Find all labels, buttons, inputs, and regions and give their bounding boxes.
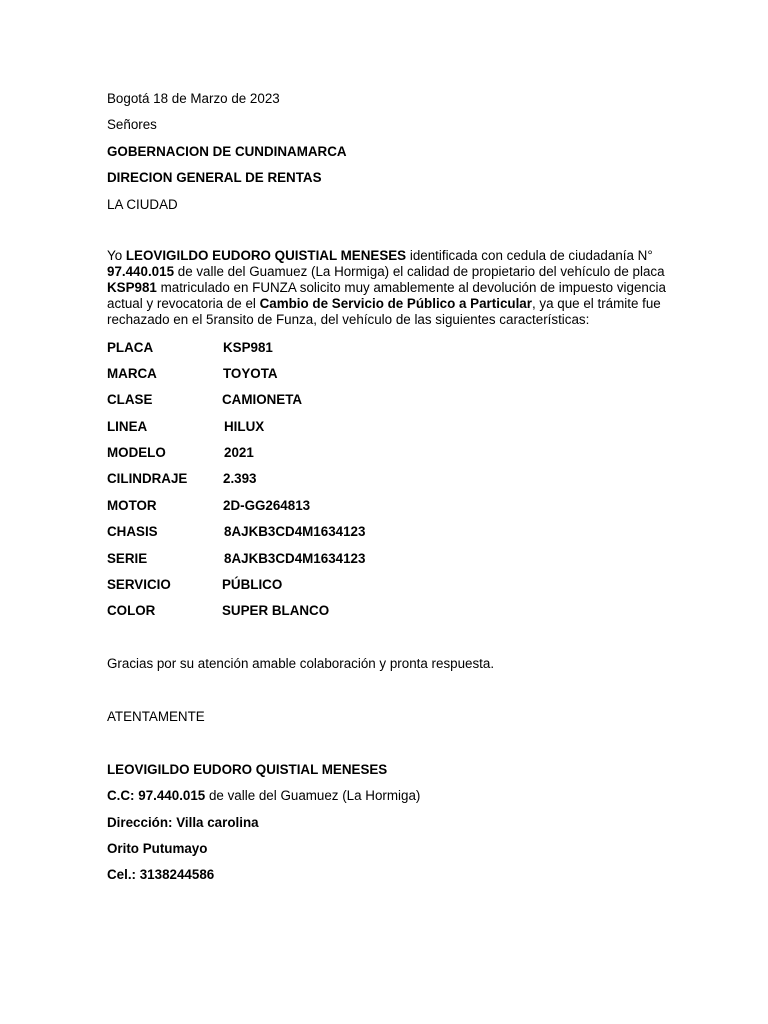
spec-value: 8AJKB3CD4M1634123: [224, 524, 366, 539]
spec-row-serie: [107, 551, 507, 569]
spec-row-servicio: [107, 577, 507, 595]
paragraph-text: identificada con cedula de ciudadanía N°: [406, 248, 653, 263]
spec-row-linea: [107, 419, 507, 437]
paragraph-text: de valle del Guamuez (La Hormiga) el calidad de propietario del vehículo de placa: [174, 264, 665, 279]
paragraph-text: Yo: [107, 248, 126, 263]
signature-id-line: [107, 788, 420, 804]
paragraph-line-4: [107, 296, 661, 312]
spec-label: CLASE: [107, 392, 153, 407]
spec-label: MARCA: [107, 366, 157, 381]
spec-row-color: [107, 603, 507, 621]
paragraph-text: , ya que el trámite fue: [531, 296, 661, 311]
signature-id-place: de valle del Guamuez (La Hormiga): [205, 788, 421, 803]
date-line: Bogotá 18 de Marzo de 2023: [107, 91, 280, 106]
spec-row-modelo: [107, 445, 507, 463]
spec-label: LINEA: [107, 419, 148, 434]
spec-label: MOTOR: [107, 498, 157, 513]
vehicle-plate: KSP981: [107, 280, 157, 295]
request-paragraph: [107, 248, 666, 328]
spec-value: HILUX: [224, 419, 265, 434]
signature-id: C.C: 97.440.015: [107, 788, 206, 803]
spec-label: MODELO: [107, 445, 166, 460]
signature-address: Dirección: Villa carolina: [107, 815, 259, 830]
signature-city: Orito Putumayo: [107, 841, 208, 856]
spec-row-chasis: [107, 524, 507, 542]
spec-row-motor: [107, 498, 507, 516]
spec-label: SERVICIO: [107, 577, 171, 592]
closing-regards: ATENTAMENTE: [107, 709, 205, 724]
spec-row-placa: [107, 340, 507, 358]
spec-value: PÚBLICO: [222, 577, 283, 592]
spec-value: 8AJKB3CD4M1634123: [224, 551, 366, 566]
paragraph-line-5: rechazado en el 5ransito de Funza, del vehículo de las siguientes características:: [107, 312, 590, 327]
spec-label: CILINDRAJE: [107, 471, 188, 486]
spec-row-cilindraje: [107, 471, 507, 489]
requester-name: LEOVIGILDO EUDORO QUISTIAL MENESES: [125, 248, 407, 263]
recipient-city: LA CIUDAD: [107, 197, 178, 212]
spec-value: CAMIONETA: [222, 392, 303, 407]
recipient-organization: GOBERNACION DE CUNDINAMARCA: [107, 144, 347, 159]
spec-value: 2.393: [223, 471, 257, 486]
spec-label: PLACA: [107, 340, 154, 355]
service-change-subject: Cambio de Servicio de Público a Particular: [259, 296, 532, 311]
requester-id-number: 97.440.015: [107, 264, 175, 279]
paragraph-line-3: [107, 280, 666, 296]
spec-value: SUPER BLANCO: [222, 603, 330, 618]
recipient-department: DIRECION GENERAL DE RENTAS: [107, 170, 322, 185]
spec-label: COLOR: [107, 603, 156, 618]
spec-value: TOYOTA: [223, 366, 278, 381]
signature-phone: Cel.: 3138244586: [107, 867, 215, 882]
thanks-line: Gracias por su atención amable colaboración y pronta respuesta.: [107, 656, 495, 671]
spec-label: SERIE: [107, 551, 148, 566]
spec-row-marca: [107, 366, 507, 384]
spec-row-clase: [107, 392, 507, 410]
paragraph-line-1: [107, 248, 653, 264]
spec-value: KSP981: [223, 340, 273, 355]
spec-label: CHASIS: [107, 524, 158, 539]
paragraph-text: matriculado en FUNZA solicito muy amablemente al devolución de impuesto vigencia: [156, 280, 666, 295]
salutation: Señores: [107, 117, 157, 132]
spec-value: 2021: [224, 445, 254, 460]
paragraph-text: actual y revocatoria de el: [107, 296, 260, 311]
signature-name: LEOVIGILDO EUDORO QUISTIAL MENESES: [107, 762, 388, 777]
paragraph-line-2: [107, 264, 665, 280]
spec-value: 2D-GG264813: [223, 498, 311, 513]
